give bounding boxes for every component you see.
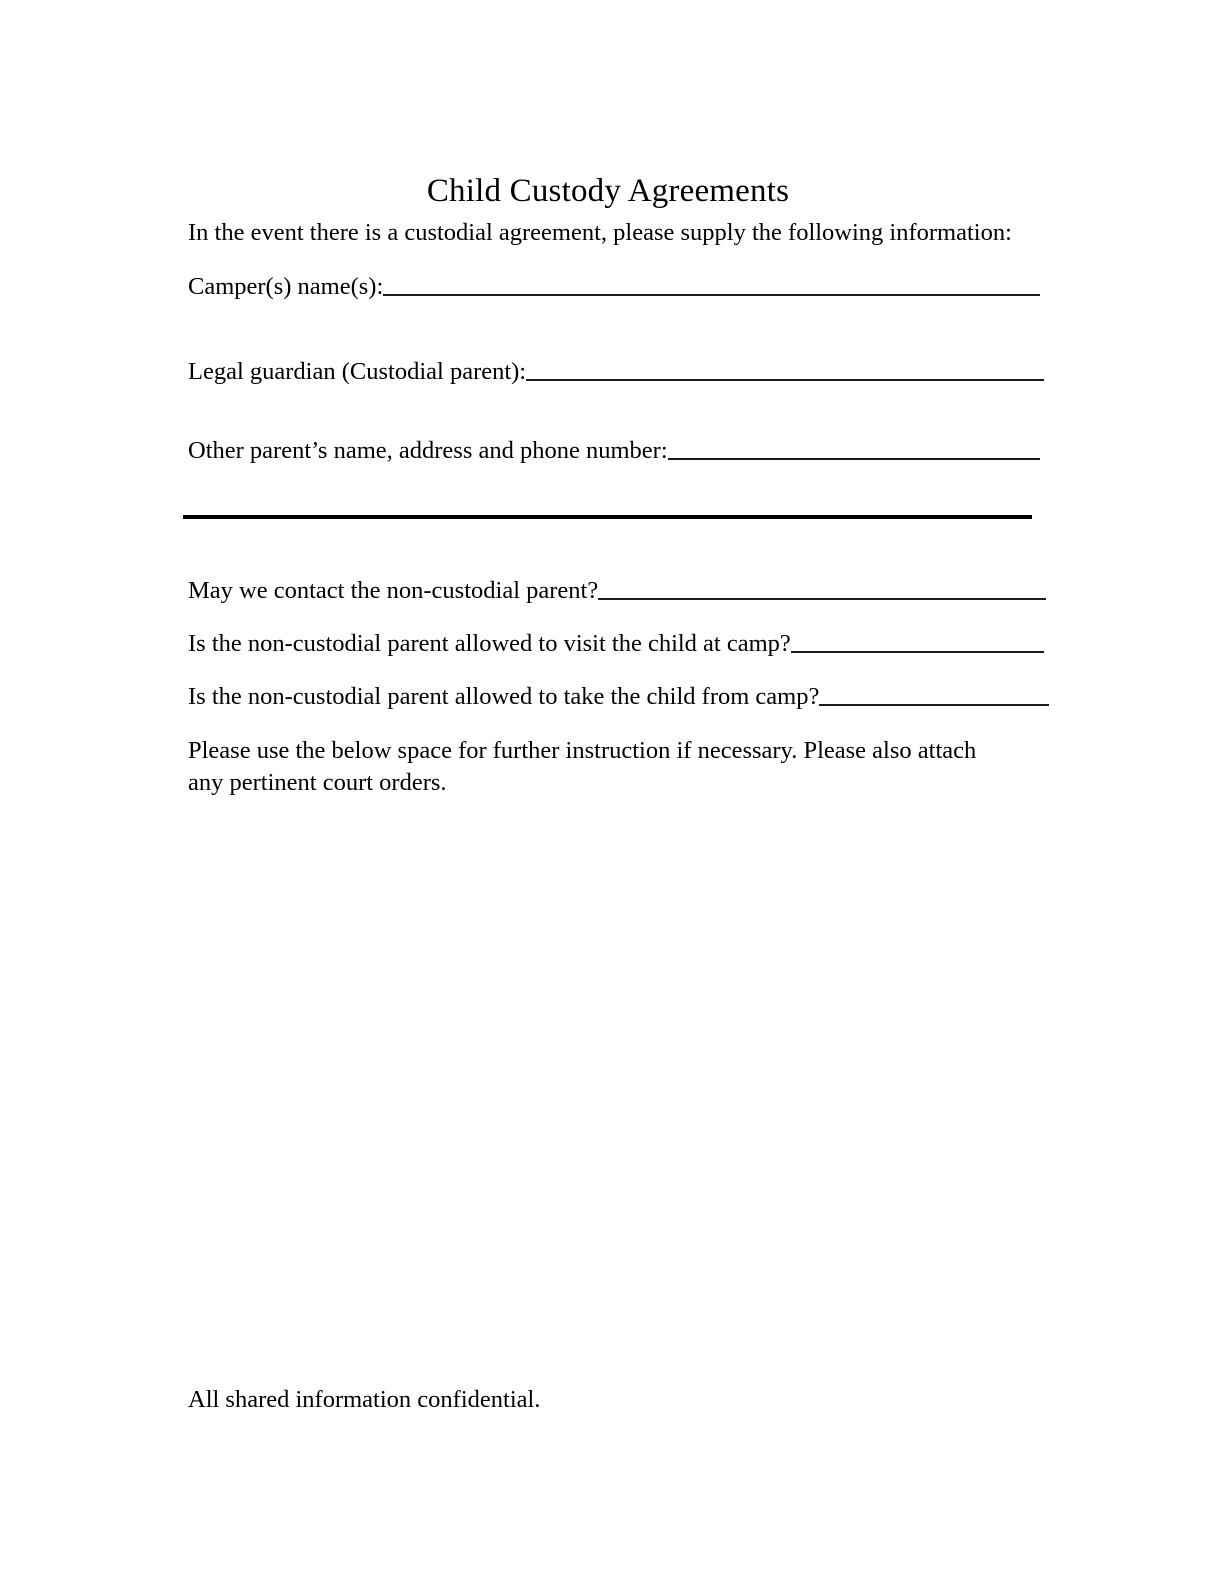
question-visit-at-camp-label: Is the non-custodial parent allowed to visit the child at camp? <box>188 630 791 657</box>
field-other-parent-label: Other parent’s name, address and phone number: <box>188 437 668 464</box>
instruction-text: Please use the below space for further instruction if necessary. Please also attach any pertinent court orders. <box>188 737 977 796</box>
confidentiality-footer: All shared information confidential. <box>188 1386 541 1413</box>
field-legal-guardian <box>188 356 1044 388</box>
field-other-parent-input[interactable] <box>668 438 1040 460</box>
field-legal-guardian-input[interactable] <box>526 359 1044 381</box>
field-legal-guardian-label: Legal guardian (Custodial parent): <box>188 358 527 385</box>
field-other-parent <box>188 435 1040 467</box>
question-visit-at-camp <box>188 628 1044 660</box>
question-take-from-camp-label: Is the non-custodial parent allowed to take the child from camp? <box>188 683 820 710</box>
intro-text: In the event there is a custodial agreement, please supply the following information: <box>188 219 1012 246</box>
question-take-from-camp <box>188 681 1049 713</box>
question-contact-non-custodial-label: May we contact the non-custodial parent? <box>188 577 599 604</box>
free-writing-area[interactable] <box>188 800 1032 1360</box>
question-contact-non-custodial <box>188 575 1046 607</box>
question-visit-at-camp-input[interactable] <box>791 631 1044 653</box>
field-camper-names-label: Camper(s) name(s): <box>188 273 384 300</box>
question-take-from-camp-input[interactable] <box>819 684 1049 706</box>
section-divider <box>183 515 1032 519</box>
field-camper-names <box>188 271 1040 303</box>
field-camper-names-input[interactable] <box>383 274 1040 296</box>
page-title: Child Custody Agreements <box>426 173 790 210</box>
question-contact-non-custodial-input[interactable] <box>598 578 1046 600</box>
